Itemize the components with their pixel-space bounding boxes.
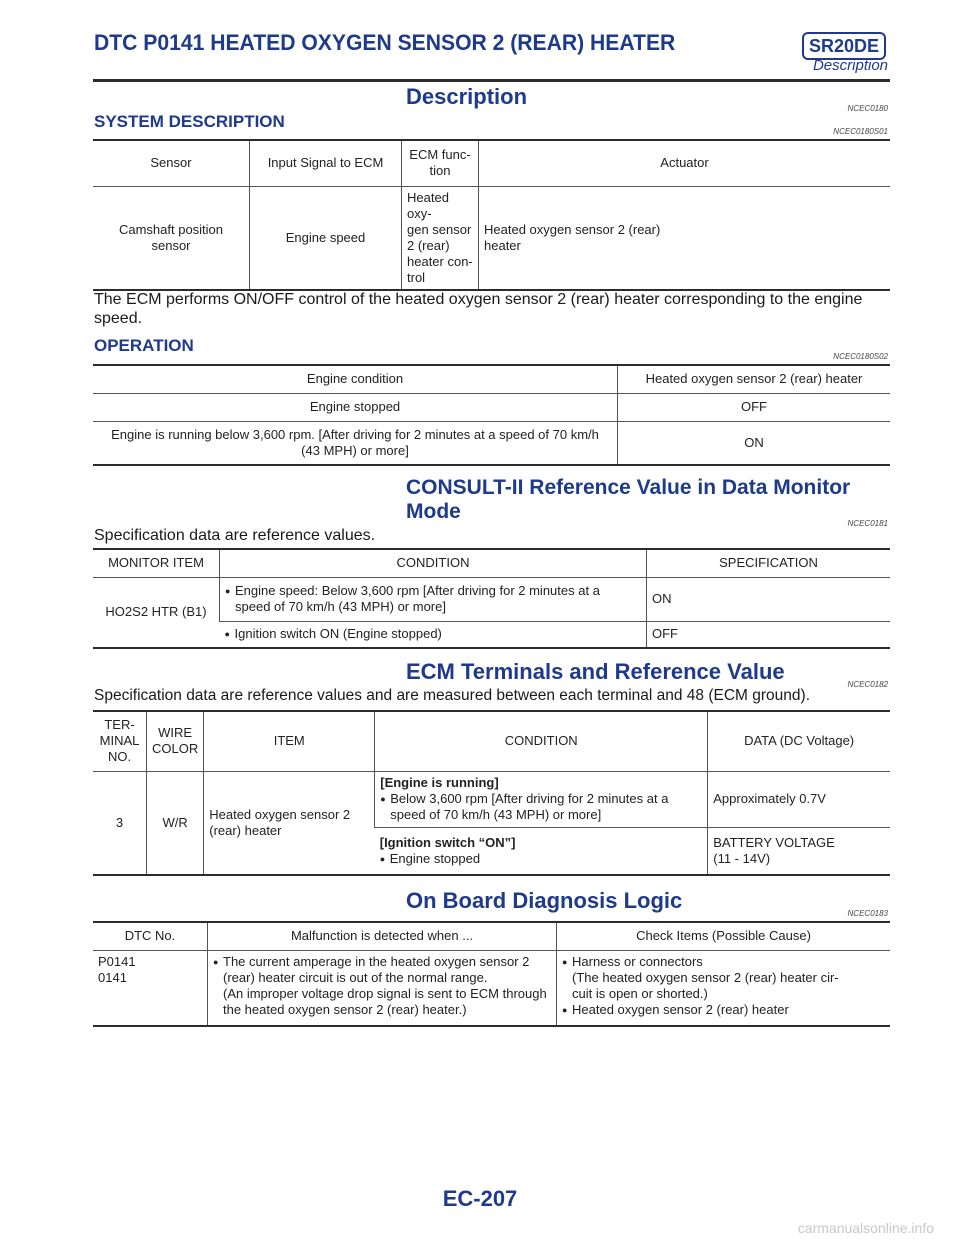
condition-text: Below 3,600 rpm [After driving for 2 minutes at a speed of 70 km/h (43 MPH) or more] — [390, 791, 669, 822]
table-row — [93, 140, 890, 186]
bullet-icon: ● — [380, 794, 386, 804]
table-row — [93, 393, 890, 421]
condition-text: Engine stopped — [389, 850, 481, 866]
table-row — [93, 922, 890, 950]
table-cell: Approximately 0.7V — [708, 771, 890, 827]
table-header-cell: CONDITION — [375, 711, 708, 771]
table-header-cell: Input Signal to ECM — [250, 140, 402, 186]
table-cell — [220, 621, 647, 648]
bullet-icon: ● — [562, 1004, 568, 1015]
table-cell: HO2S2 HTR (B1) — [93, 577, 220, 648]
table-row — [93, 711, 890, 771]
table-row — [93, 421, 890, 465]
table-header-cell: Sensor — [93, 140, 250, 186]
table-cell — [375, 827, 708, 875]
table-cell: ON — [647, 577, 891, 621]
description-paragraph: The ECM performs ON/OFF control of the heated oxygen sensor 2 (rear) heater corresponding to the engine speed. — [94, 291, 863, 327]
ecm-note: Specification data are reference values and are measured between each terminal and 48 (ECM ground). — [94, 687, 810, 704]
condition-heading: [Ignition switch “ON”] — [379, 834, 516, 850]
table-header-cell: ITEM — [204, 711, 375, 771]
table-header-cell: Engine condition — [93, 365, 618, 393]
page-number: EC-207 — [442, 1186, 518, 1211]
table-cell — [208, 950, 557, 1026]
table-cell: Engine speed — [250, 186, 402, 290]
header-subtitle: Description — [812, 57, 888, 74]
table-cell: ON — [618, 421, 891, 465]
table-cell: W/R — [147, 771, 204, 875]
watermark: carmanualsonline.info — [797, 1220, 934, 1236]
table-row — [93, 950, 890, 1026]
table-header-cell: Malfunction is detected when ... — [208, 922, 557, 950]
system-description-code: NCEC0180S01 — [833, 127, 888, 136]
header-title: DTC P0141 HEATED OXYGEN SENSOR 2 (REAR) HEATER — [94, 30, 676, 55]
table-row — [93, 771, 890, 827]
description-title: Description — [406, 84, 528, 109]
table-cell: Heated oxygen sensor 2 (rear) heater — [479, 186, 891, 290]
system-description-title: SYSTEM DESCRIPTION — [94, 112, 285, 131]
table-header-cell: CONDITION — [220, 549, 647, 577]
table-cell — [557, 950, 891, 1026]
consult-table — [93, 548, 890, 649]
table-header-cell: Heated oxygen sensor 2 (rear) heater — [618, 365, 891, 393]
condition-heading: [Engine is running] — [380, 775, 499, 790]
bullet-icon: ● — [224, 629, 230, 640]
system-description-table — [93, 139, 890, 291]
table-cell: OFF — [618, 393, 891, 421]
table-cell: Heated oxy- gen sensor 2 (rear) heater con- trol — [402, 186, 479, 290]
table-row — [93, 577, 890, 621]
obd-table — [93, 921, 890, 1027]
table-cell: Heated oxygen sensor 2 (rear) heater — [204, 771, 375, 875]
table-header-cell: SPECIFICATION — [647, 549, 891, 577]
obd-code: NCEC0183 — [847, 909, 888, 918]
page-header — [93, 30, 890, 80]
consult-title: CONSULT-II Reference Value in Data Monitor Mode — [406, 476, 851, 523]
table-header-cell: MONITOR ITEM — [93, 549, 220, 577]
table-header-cell: ECM func- tion — [402, 140, 479, 186]
condition-text: Engine speed: Below 3,600 rpm [After driving for 2 minutes at a speed of 70 km/h (43 MPH) or more] — [235, 583, 600, 614]
table-row — [93, 365, 890, 393]
operation-code: NCEC0180S02 — [833, 352, 888, 361]
engine-badge: SR20DE — [802, 32, 886, 60]
table-header-cell: WIRE COLOR — [147, 711, 204, 771]
consult-note: Specification data are reference values. — [94, 527, 376, 544]
ecm-title: ECM Terminals and Reference Value — [406, 659, 785, 684]
check-item-text: Harness or connectors (The heated oxygen sensor 2 (rear) heater cir- cuit is open or shorted.) — [572, 953, 839, 1001]
table-header-cell: DATA (DC Voltage) — [708, 711, 890, 771]
table-cell: P0141 0141 — [98, 953, 136, 985]
table-cell — [375, 771, 708, 827]
table-header-cell: Actuator — [479, 140, 891, 186]
condition-text: Ignition switch ON (Engine stopped) — [234, 626, 442, 642]
malfunction-text: The current amperage in the heated oxygen sensor 2 (rear) heater circuit is out of the normal range. (An improper voltage drop signal is sent to ECM through the heated oxygen sensor 2 (rear) heater.) — [223, 953, 547, 1017]
operation-table — [93, 364, 890, 466]
check-item-text: Heated oxygen sensor 2 (rear) heater — [572, 1001, 789, 1017]
table-header-cell: TER- MINAL NO. — [93, 711, 147, 771]
obd-title: On Board Diagnosis Logic — [406, 888, 683, 913]
bullet-icon: ● — [213, 956, 219, 967]
ecm-terminals-table — [93, 710, 890, 876]
table-row — [93, 549, 890, 577]
consult-code: NCEC0181 — [847, 519, 888, 528]
ecm-code: NCEC0182 — [847, 680, 888, 689]
table-cell — [220, 577, 647, 621]
table-header-cell: Check Items (Possible Cause) — [557, 922, 891, 950]
table-cell: Camshaft position sensor — [118, 221, 224, 253]
header-rule — [93, 79, 890, 82]
table-header-cell: DTC No. — [93, 922, 208, 950]
table-cell: Engine is running below 3,600 rpm. [After driving for 2 minutes at a speed of 70 km/h (43 MPH) or more] — [111, 426, 599, 458]
bullet-icon: ● — [562, 956, 568, 967]
bullet-icon: ● — [379, 853, 386, 864]
table-cell: 3 — [93, 771, 147, 875]
table-row — [93, 186, 890, 290]
table-cell: OFF — [647, 621, 891, 648]
bullet-icon: ● — [225, 586, 231, 596]
operation-title: OPERATION — [94, 336, 194, 355]
table-cell: BATTERY VOLTAGE (11 - 14V) — [708, 827, 890, 875]
description-code: NCEC0180 — [847, 104, 888, 113]
table-cell: Engine stopped — [93, 393, 618, 421]
